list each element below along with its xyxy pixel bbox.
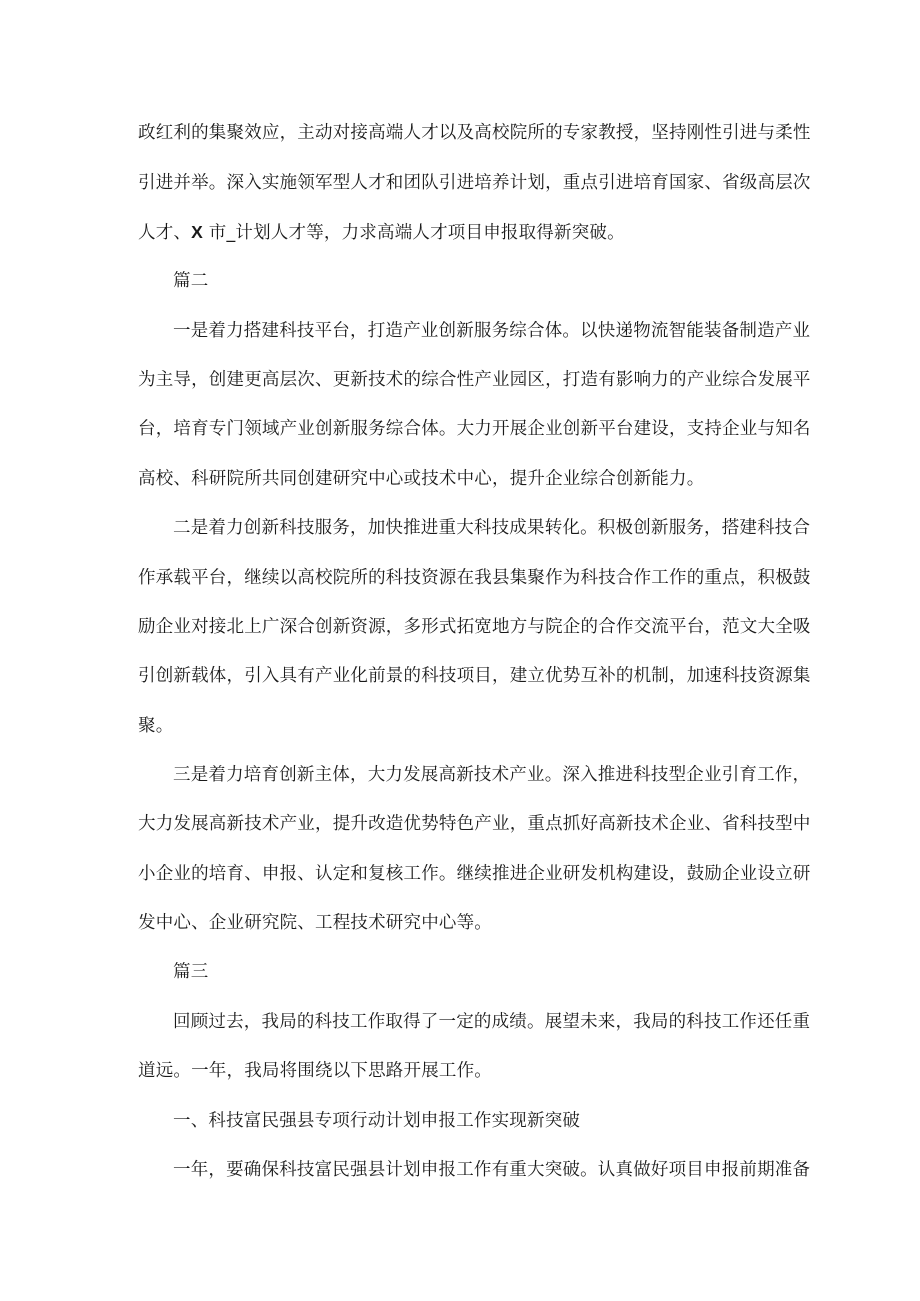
body-text-line: 小企业的培育、申报、认定和复核工作。继续推进企业研发机构建设，鼓励企业设立研 (138, 864, 811, 884)
body-text-line: 作承载平台，继续以高校院所的科技资源在我县集聚作为科技合作工作的重点，积极鼓 (138, 568, 811, 588)
body-text-line: 道远。一年，我局将围绕以下思路开展工作。 (138, 1061, 492, 1081)
body-text-line: 大力发展高新技术产业，提升改造优势特色产业，重点抓好高新技术企业、省科技型中 (138, 814, 811, 834)
subheading-line: 一、科技富民强县专项行动计划申报工作实现新突破 (173, 1111, 581, 1131)
body-text-line: 引进并举。深入实施领军型人才和团队引进培养计划，重点引进培育国家、省级高层次 (138, 173, 811, 193)
body-text-line: 政红利的集聚效应，主动对接高端人才以及高校院所的专家教授，坚持刚性引进与柔性 (138, 123, 811, 143)
text-fragment: 市_计划人才等，力求高端人才项目申报取得新突破。 (202, 223, 625, 243)
body-text-line: 聚。 (138, 716, 174, 736)
body-text-line: 一是着力搭建科技平台，打造产业创新服务综合体。以快递物流智能装备制造产业 (173, 321, 811, 341)
body-text-line: 励企业对接北上广深合创新资源，多形式拓宽地方与院企的合作交流平台，范文大全吸 (138, 617, 811, 637)
body-text-line: 高校、科研院所共同创建研究中心或技术中心，提升企业综合创新能力。 (138, 469, 705, 489)
body-text-line: 为主导，创建更高层次、更新技术的综合性产业园区，打造有影响力的产业综合发展平 (138, 370, 811, 390)
text-fragment-bold: X (191, 222, 203, 242)
body-text-line: 一年，要确保科技富民强县计划申报工作有重大突破。认真做好项目申报前期准备 (173, 1160, 811, 1180)
body-text-line: 三是着力培育创新主体，大力发展高新技术产业。深入推进科技型企业引育工作， (173, 765, 811, 785)
body-text-line: 回顾过去，我局的科技工作取得了一定的成绩。展望未来，我局的科技工作还任重 (173, 1012, 811, 1032)
section-heading: 篇三 (173, 962, 209, 982)
body-text-line: 引创新载体，引入具有产业化前景的科技项目，建立优势互补的机制，加速科技资源集 (138, 666, 811, 686)
body-text-line (138, 220, 625, 245)
body-text-line: 台，培育专门领域产业创新服务综合体。大力开展企业创新平台建设，支持企业与知名 (138, 419, 811, 439)
section-heading: 篇二 (173, 271, 209, 291)
body-text-line: 二是着力创新科技服务，加快推进重大科技成果转化。积极创新服务，搭建科技合 (173, 518, 811, 538)
body-text-line: 发中心、企业研究院、工程技术研究中心等。 (138, 913, 492, 933)
text-fragment: 人才、 (138, 223, 192, 243)
